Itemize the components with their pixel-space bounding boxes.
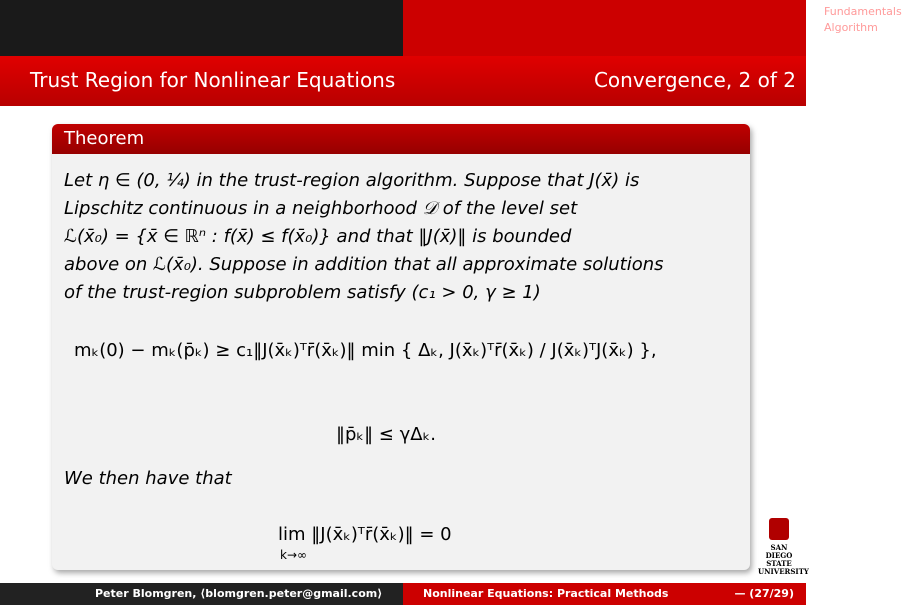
footer-page-number: — (27/29) [734, 587, 794, 600]
limit-subscript: k→∞ [280, 548, 307, 562]
nav-right-panel [403, 0, 902, 56]
nav-subsection-2[interactable]: Algorithm [824, 21, 878, 34]
nav-subsection-3[interactable]: Convergence [824, 37, 897, 50]
subsection-nav [824, 4, 902, 52]
nav-subsection-1[interactable]: Fundamentals [824, 5, 902, 18]
theorem-line-5: of the trust-region subproblem satisfy (c₁ > 0, γ ≥ 1) [64, 282, 541, 303]
frame-subtitle: Convergence, 2 of 2 [593, 68, 796, 92]
theorem-heading: Theorem [52, 124, 750, 154]
equation-limit: lim ‖J(x̄ₖ)ᵀr̄(x̄ₖ)‖ = 0 [278, 524, 452, 545]
top-navigation-bar [0, 0, 902, 56]
frame-title: Trust Region for Nonlinear Equations [30, 68, 396, 92]
equation-model-decrease: mₖ(0) − mₖ(p̄ₖ) ≥ c₁‖J(x̄ₖ)ᵀr̄(x̄ₖ)‖ min { Δₖ, J(x̄ₖ)ᵀr̄(x̄ₖ) / J(x̄ₖ)ᵀJ(x̄ₖ) }, [74, 340, 657, 361]
theorem-line-1: Let η ∈ (0, ¼) in the trust-region algorithm. Suppose that J(x̄) is [64, 170, 640, 191]
theorem-block [52, 124, 750, 570]
theorem-statement [64, 167, 744, 307]
footer-bar [0, 583, 806, 605]
theorem-line-4: above on ℒ(x̄₀). Suppose in addition that all approximate solutions [64, 254, 664, 275]
frame-title-bar [0, 56, 806, 106]
equation-step-bound: ‖p̄ₖ‖ ≤ γΔₖ. [336, 424, 436, 445]
theorem-line-2: Lipschitz continuous in a neighborhood 𝒟 of the level set [64, 198, 578, 219]
logo-text: SAN DIEGO STATE UNIVERSITY [758, 543, 809, 576]
seal-icon [769, 518, 789, 540]
footer-title: Nonlinear Equations: Practical Methods [423, 587, 669, 600]
conclusion-intro: We then have that [64, 468, 232, 489]
nav-left-panel [0, 0, 403, 56]
theorem-line-3: ℒ(x̄₀) = {x̄ ∈ ℝⁿ : f(x̄) ≤ f(x̄₀)} and that ‖J(x̄)‖ is bounded [64, 226, 572, 247]
university-logo [758, 518, 809, 578]
footer-author: Peter Blomgren, ⟨blomgren.peter@gmail.com⟩ [95, 587, 383, 600]
